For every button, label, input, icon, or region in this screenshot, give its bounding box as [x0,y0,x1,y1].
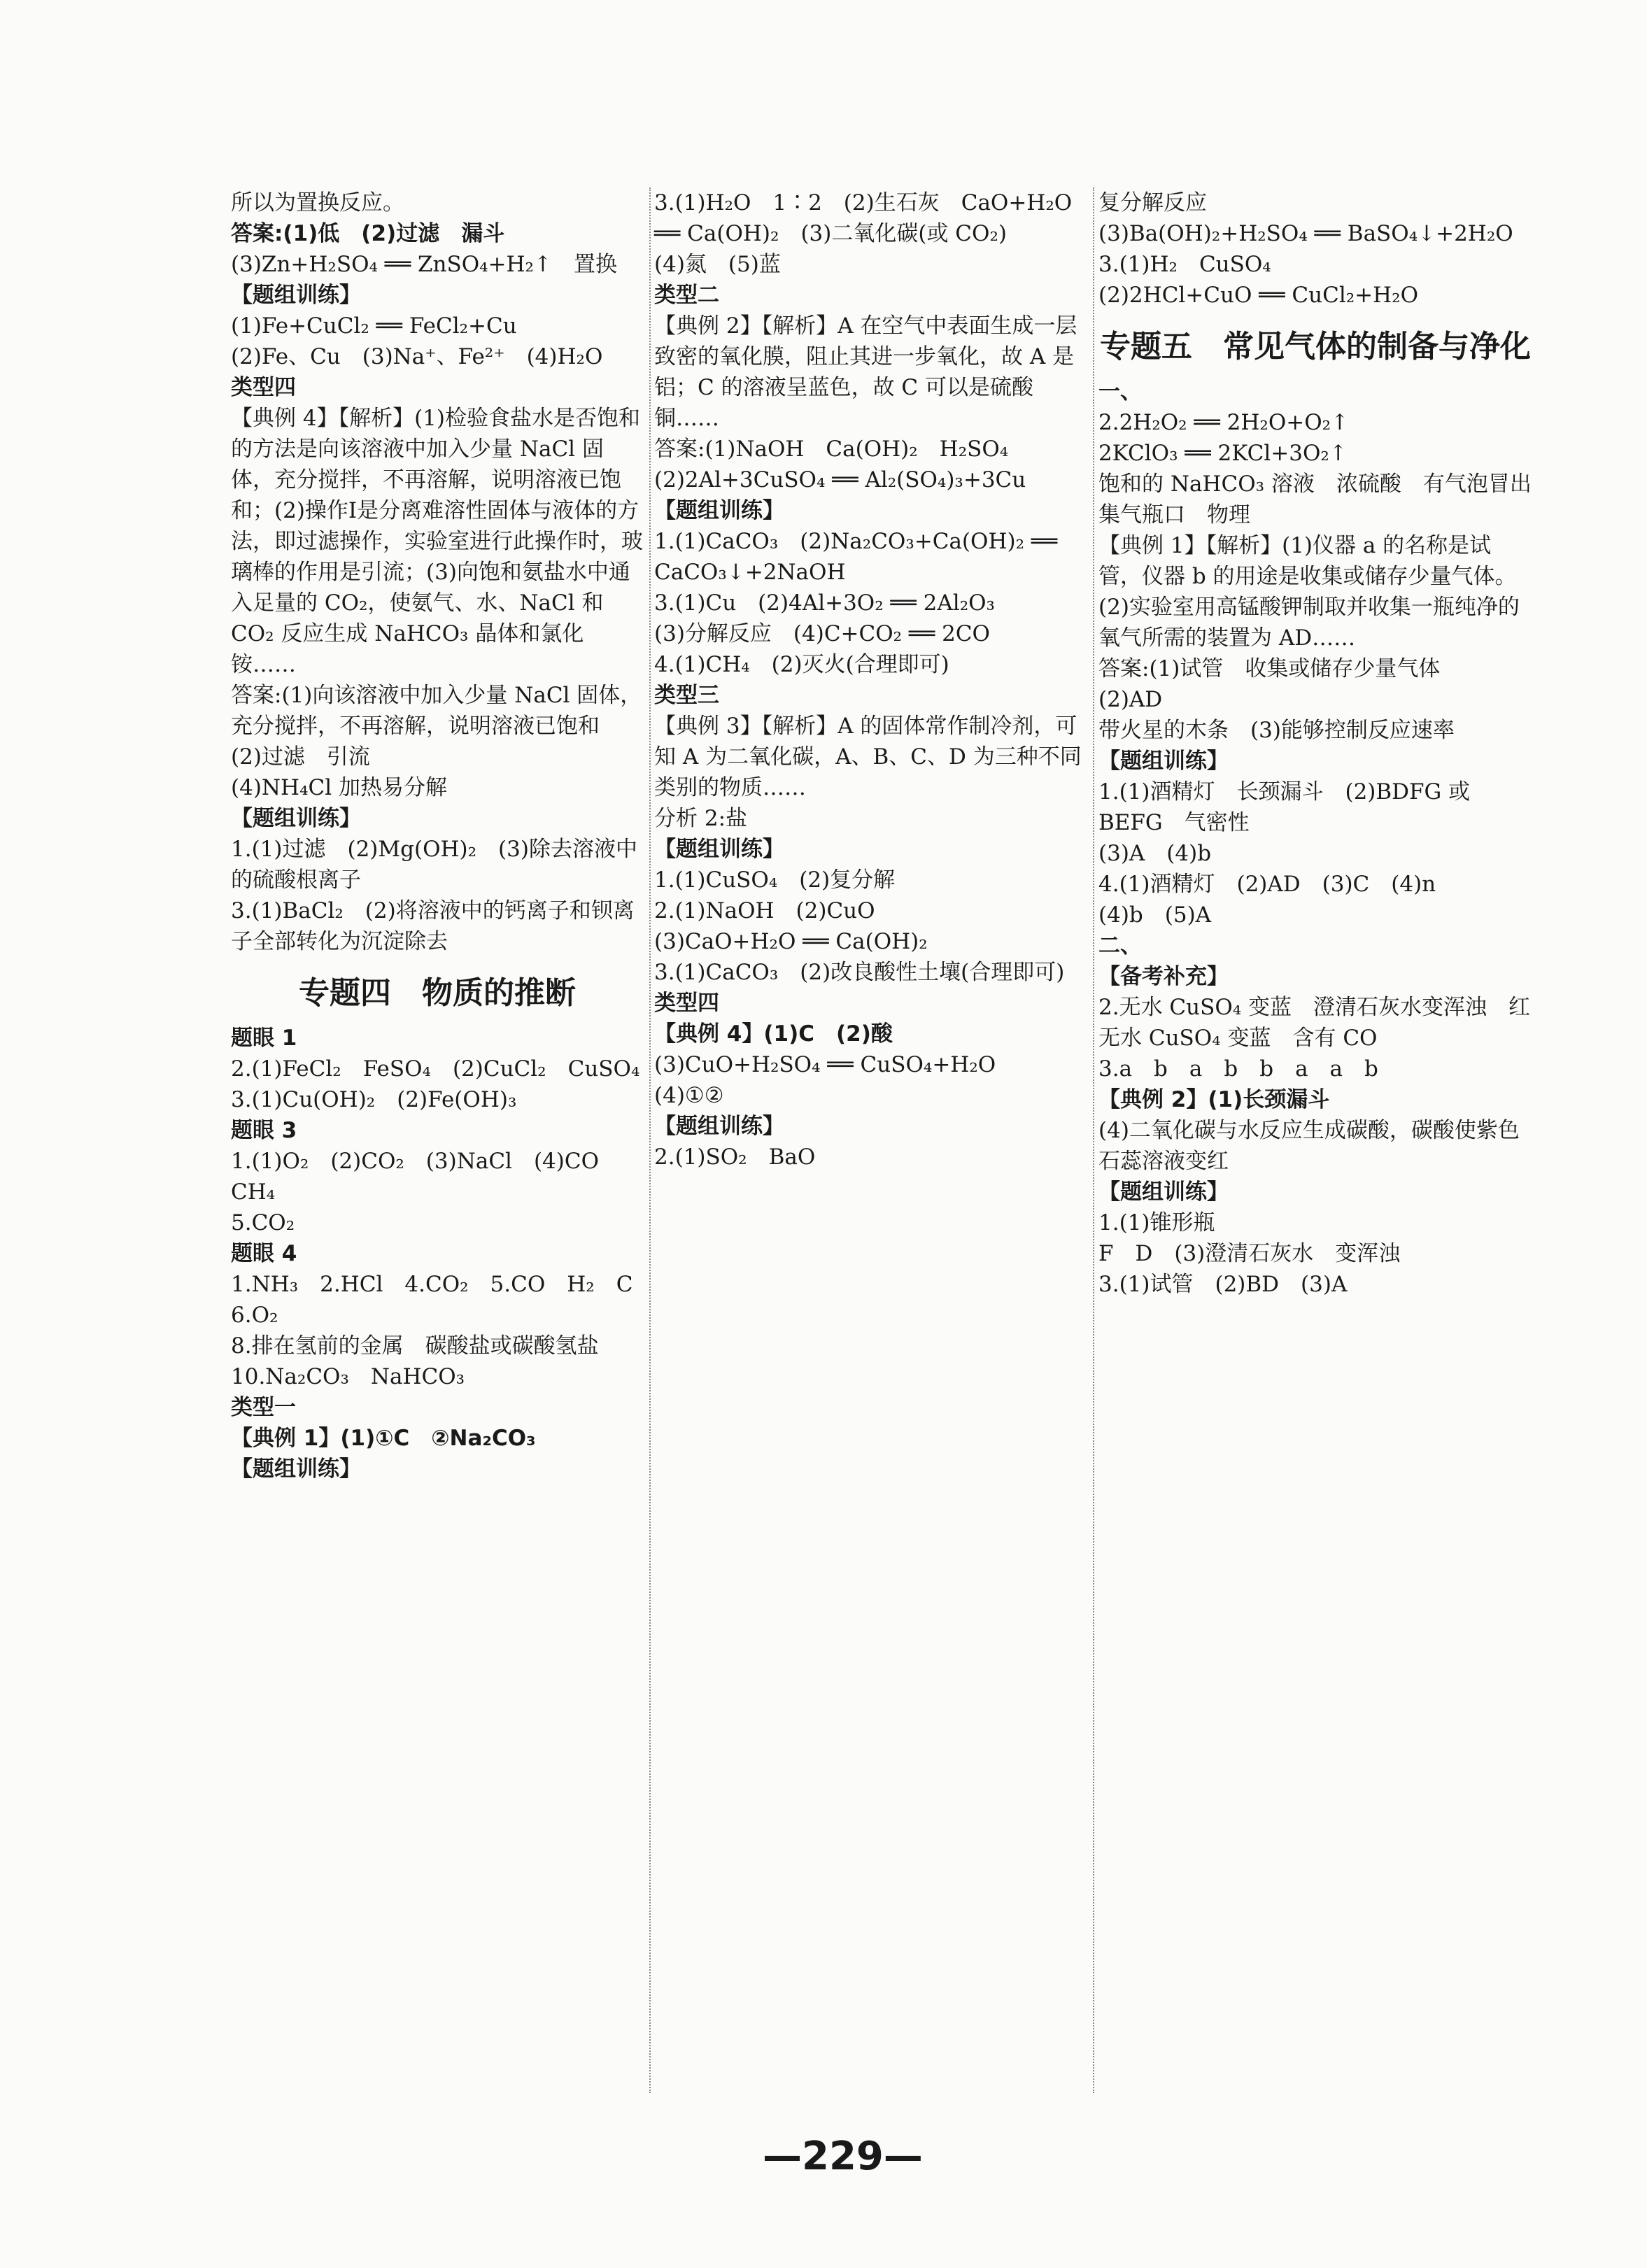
text-line: (3)分解反应 (4)C+CO₂ ══ 2CO [654,621,990,646]
left-column [231,187,644,1484]
text-line: 所以为置换反应。 [231,190,404,215]
text-line: 1.(1)酒精灯 长颈漏斗 (2)BDFG 或 BEFG 气密性 [1098,779,1478,835]
text-line: (2)2Al+3CuSO₄ ══ Al₂(SO₄)₃+3Cu [654,467,1026,492]
column-divider [1093,187,1094,2093]
text-line: 2.(1)SO₂ BaO [654,1144,816,1170]
text-line: 3.(1)BaCl₂ (2)将溶液中的钙离子和钡离子全部转化为沉淀除去 [231,898,635,954]
text-line: (3)CuO+H₂SO₄ ══ CuSO₄+H₂O [654,1052,996,1077]
text-line: 【典例 4】(1)C (2)酸 [654,1021,893,1047]
text-line: 题眼 4 [231,1241,297,1266]
text-line: (2)2HCl+CuO ══ CuCl₂+H₂O [1098,283,1419,308]
text-line: (4)b (5)A [1098,902,1212,928]
text-line: 类型一 [231,1395,296,1420]
text-line: 3.(1)试管 (2)BD (3)A [1098,1272,1348,1297]
text-line: 题眼 3 [231,1118,297,1143]
column-divider [649,187,651,2093]
text-line: 10.Na₂CO₃ NaHCO₃ [231,1364,465,1389]
text-line: 类型四 [231,375,296,400]
text-line: 【题组训练】 [1098,749,1229,774]
text-line: 二、 [1098,933,1142,958]
text-line: 【题组训练】 [1098,1179,1229,1205]
text-line: 类型四 [654,991,719,1016]
text-line: 【典例 2】【解析】A 在空气中表面生成一层致密的氧化膜，阻止其进一步氧化，故 A 是铝；C 的溶液呈蓝色，故 C 可以是硫酸铜…… [654,313,1077,431]
middle-column [654,187,1091,1172]
text-line: 1.(1)过滤 (2)Mg(OH)₂ (3)除去溶液中的硫酸根离子 [231,837,637,893]
text-line: 2.(1)NaOH (2)CuO [654,898,875,923]
text-line: (4)二氧化碳与水反应生成碳酸，碳酸使紫色石蕊溶液变红 [1098,1118,1520,1174]
text-line: 【典例 1】(1)①C ②Na₂CO₃ [231,1426,536,1451]
text-line: 一、 [1098,379,1142,404]
text-line: 【题组训练】 [654,1114,784,1139]
text-line: 答案:(1)向该溶液中加入少量 NaCl 固体，充分搅拌，不再溶解，说明溶液已饱和 [231,683,642,739]
text-line: 2.无水 CuSO₄ 变蓝 澄清石灰水变浑浊 红 无水 CuSO₄ 变蓝 含有 CO [1098,995,1553,1051]
text-line: 题眼 1 [231,1026,297,1051]
text-line: 【典例 4】【解析】(1)检验食盐水是否饱和的方法是向该溶液中加入少量 NaCl 固体，充分搅拌，不再溶解，说明溶液已饱和；(2)操作Ⅰ是分离难溶性固体与液体的方法，即过滤操作，实验室进行此操作时，玻璃棒的作用是引流；(3)向饱和氨盐水中通入足量的 CO₂，使氨气、水、NaCl 和 CO₂ 反应生成 NaHCO₃ 晶体和氯化铵…… [231,406,643,677]
text-line: (3)Zn+H₂SO₄ ══ ZnSO₄+H₂↑ 置换 [231,252,617,277]
text-line: 1.(1)锥形瓶 [1098,1210,1215,1235]
text-line: (3)Ba(OH)₂+H₂SO₄ ══ BaSO₄↓+2H₂O [1098,221,1513,246]
text-line: (4)氮 (5)蓝 [654,252,781,277]
text-line: 3.(1)CaCO₃ (2)改良酸性土壤(合理即可) [654,960,1065,985]
text-line: (2)Fe、Cu (3)Na⁺、Fe²⁺ (4)H₂O [231,344,603,369]
text-line: 5.CO₂ [231,1210,295,1235]
text-line: 2.2H₂O₂ ══ 2H₂O+O₂↑ [1098,410,1350,435]
text-line: 1.(1)CuSO₄ (2)复分解 [654,867,896,893]
text-line: 3.(1)Cu(OH)₂ (2)Fe(OH)₃ [231,1087,517,1112]
text-line: 【典例 2】(1)长颈漏斗 [1098,1087,1330,1112]
text-line: 【题组训练】 [231,283,361,308]
text-line: F D (3)澄清石灰水 变浑浊 [1098,1241,1401,1266]
page-number: —229— [763,2134,923,2179]
text-line: (1)Fe+CuCl₂ ══ FeCl₂+Cu [231,313,517,339]
text-line: (2)AD [1098,687,1163,712]
text-line: 答案:(1)试管 收集或储存少量气体 [1098,656,1441,681]
text-line: 1.(1)O₂ (2)CO₂ (3)NaCl (4)CO CH₄ [231,1149,621,1205]
text-line: (4)①② [654,1083,724,1108]
text-line: 4.(1)酒精灯 (2)AD (3)C (4)n [1098,872,1436,897]
text-line: 【典例 3】【解析】A 的固体常作制冷剂，可知 A 为二氧化碳，A、B、C、D 为三种不同类别的物质…… [654,714,1082,800]
text-line: 答案:(1)NaOH Ca(OH)₂ H₂SO₄ [654,437,1009,462]
text-line: 【备考补充】 [1098,964,1229,989]
text-line: 带火星的木条 (3)能够控制反应速率 [1098,718,1455,743]
text-line: 3.(1)Cu (2)4Al+3O₂ ══ 2Al₂O₃ [654,590,995,616]
text-line: 3.a b a b b a a b [1098,1056,1378,1082]
text-line: 2.(1)FeCl₂ FeSO₄ (2)CuCl₂ CuSO₄ [231,1056,640,1082]
text-line: (4)NH₄Cl 加热易分解 [231,775,447,800]
text-line: 类型二 [654,283,719,308]
text-line: 1.(1)CaCO₃ (2)Na₂CO₃+Ca(OH)₂ ══ CaCO₃↓+2NaOH [654,529,1065,585]
section-title: 专题五 常见气体的制备与净化 [1100,329,1531,364]
text-line: (3)CaO+H₂O ══ Ca(OH)₂ [654,929,928,954]
text-line: (3)A (4)b [1098,841,1212,866]
text-line: (2)过滤 引流 [231,744,370,770]
text-line: 3.(1)H₂O 1∶2 (2)生石灰 CaO+H₂O ══ Ca(OH)₂ (3)二氧化碳(或 CO₂) [654,190,1080,246]
text-line: 3.(1)H₂ CuSO₄ [1098,252,1271,277]
text-line: 【题组训练】 [231,806,361,831]
text-line: 2KClO₃ ══ 2KCl+3O₂↑ [1098,441,1348,466]
text-line: 类型三 [654,683,719,708]
text-line: 复分解反应 [1098,190,1207,215]
text-line: 【题组训练】 [231,1457,361,1482]
text-line: 4.(1)CH₄ (2)灭火(合理即可) [654,652,949,677]
text-line: 8.排在氢前的金属 碳酸盐或碳酸氢盐 [231,1333,599,1359]
text-line: 【题组训练】 [654,498,784,523]
text-line: 1.NH₃ 2.HCl 4.CO₂ 5.CO H₂ C [231,1272,633,1297]
text-line: 【题组训练】 [654,837,784,862]
text-line: 饱和的 NaHCO₃ 溶液 浓硫酸 有气泡冒出 集气瓶口 物理 [1098,472,1553,527]
section-title: 专题四 物质的推断 [299,975,576,1011]
text-line: 分析 2:盐 [654,806,748,831]
text-line: 答案:(1)低 (2)过滤 漏斗 [231,221,505,246]
right-column [1098,187,1553,1300]
text-line: 【典例 1】【解析】(1)仪器 a 的名称是试管，仪器 b 的用途是收集或储存少量气体。(2)实验室用高锰酸钾制取并收集一瓶纯净的氧气所需的装置为 AD…… [1098,533,1520,651]
text-line: 6.O₂ [231,1303,278,1328]
